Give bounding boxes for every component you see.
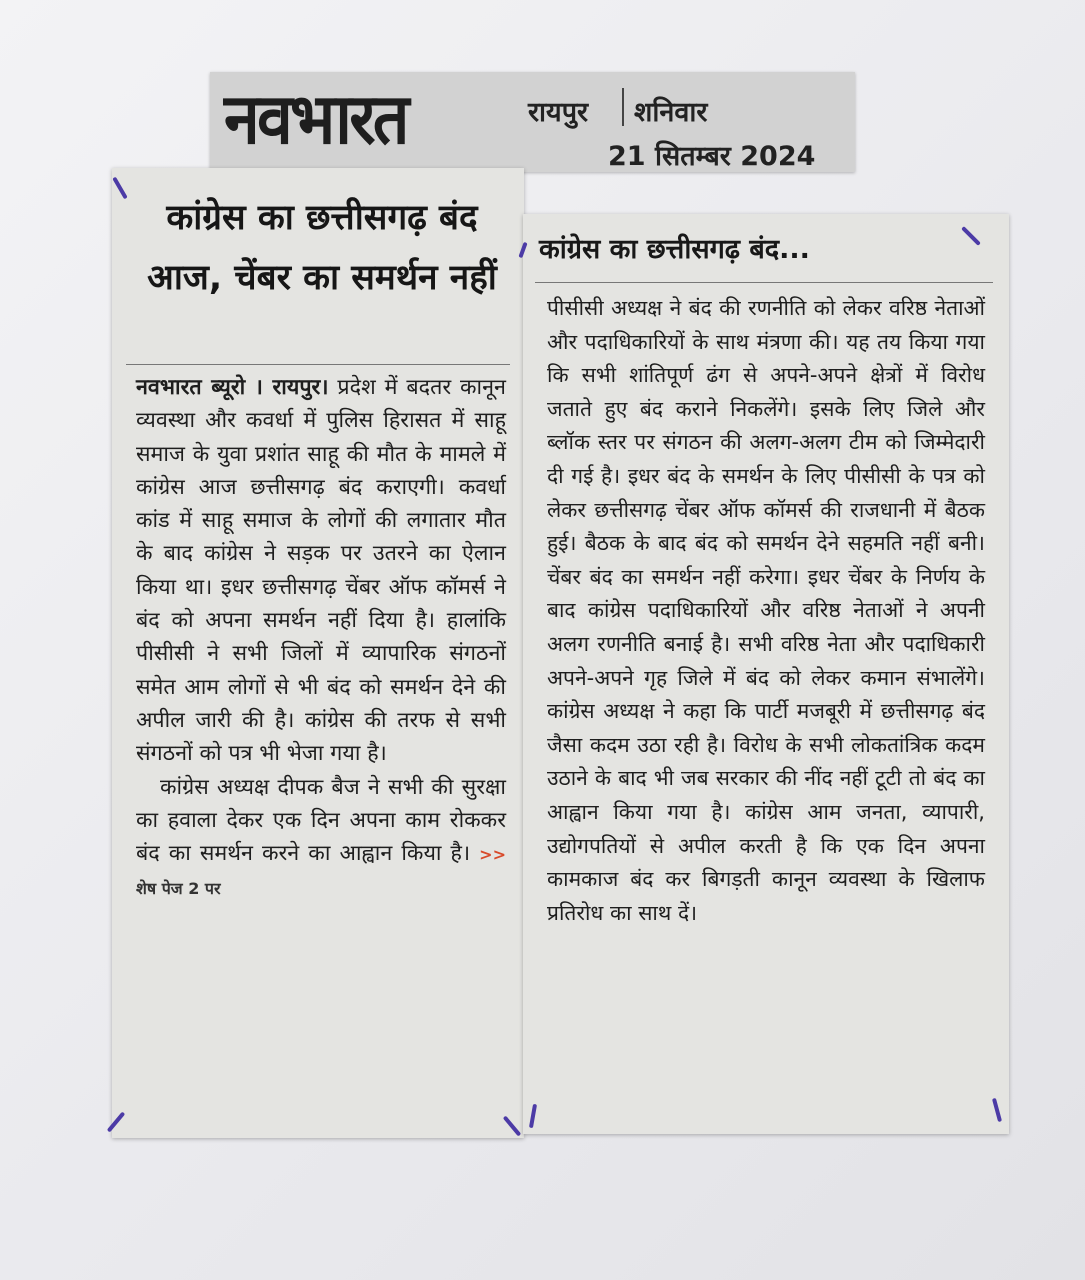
- left-article-clipping: [112, 168, 524, 1138]
- right-article-clipping: [523, 214, 1009, 1134]
- right-article-headline: कांग्रेस का छत्तीसगढ़ बंद...: [539, 234, 810, 265]
- edition-day: शनिवार: [634, 97, 708, 128]
- pen-mark-icon: [112, 177, 127, 200]
- pen-mark-icon: [503, 1116, 521, 1137]
- headline-divider: [126, 364, 510, 365]
- left-article-body: [136, 371, 506, 906]
- left-article-text: प्रदेश में बदतर कानून व्यवस्था और कवर्धा में पुलिस हिरासत में साहू समाज के युवा प्रशांत साहू की मौत के मामले में कांग्रेस आज छत्तीसगढ़ बंद कराएगी। कवर्धा कांड में साहू समाज के लोगों की लगातार मौत के बाद कांग्रेस ने सड़क पर उतरने का ऐलान किया था। इधर छत्तीसगढ़ चेंबर ऑफ कॉमर्स ने बंद को अपना समर्थन नहीं दिया है। हालांकि पीसीसी ने सभी जिलों में व्यापारिक संगठनों समेत आम लोगों से भी बंद को समर्थन देने की अपील जारी की है। कांग्रेस की तरफ से सभी संगठनों को पत्र भी भेजा गया है।: [136, 375, 506, 767]
- pen-mark-icon: [529, 1104, 537, 1128]
- article-byline: नवभारत ब्यूरो । रायपुर।: [136, 375, 329, 400]
- left-article-text: कांग्रेस अध्यक्ष दीपक बैज ने सभी की सुरक्षा का हवाला देकर एक दिन अपना काम रोककर बंद का समर्थन करने का आह्वान किया है।: [136, 774, 506, 867]
- masthead-divider: [622, 88, 624, 126]
- right-article-text: पीसीसी अध्यक्ष ने बंद की रणनीति को लेकर वरिष्ठ नेताओं और पदाधिकारियों के साथ मंत्रणा की। यह तय किया गया कि सभी शांतिपूर्ण ढंग से अपने-अपने क्षेत्रों में विरोध जताते हुए बंद कराने निकलेंगे। इसके लिए जिले और ब्लॉक स्तर पर संगठन की अलग-अलग टीम को जिम्मेदारी दी गई है। इधर बंद के समर्थन के लिए पीसीसी के पत्र को लेकर छत्तीसगढ़ चेंबर ऑफ कॉमर्स की राजधानी में बैठक हुई। बैठक के बाद बंद को समर्थन देने सहमति नहीं बनी। चेंबर बंद का समर्थन नहीं करेगा। इधर चेंबर के निर्णय के बाद कांग्रेस पदाधिकारियों और वरिष्ठ नेताओं ने अपनी अलग रणनीति बनाई है। सभी वरिष्ठ नेता और पदाधिकारी अपने-अपने गृह जिले में बंद को लेकर कमान संभालेंगे। कांग्रेस अध्यक्ष ने कहा कि पार्टी मजबूरी में छत्तीसगढ़ बंद जैसा कदम उठा रही है। विरोध के सभी लोकतांत्रिक कदम उठाने के बाद भी जब सरकार की नींद नहीं टूटी तो बंद का आह्वान किया गया है। कांग्रेस आम जनता, व्यापारी, उद्योगपतियों से अपील करती है कि एक दिन अपना कामकाज बंद कर बिगड़ती कानून व्यवस्था के खिलाफ प्रतिरोध का साथ दें।: [547, 296, 985, 925]
- right-article-body: [547, 292, 985, 930]
- edition-date: 21 सितम्बर 2024: [608, 141, 816, 172]
- continued-arrow-icon: >>: [479, 845, 506, 865]
- pen-mark-icon: [107, 1112, 125, 1133]
- left-article-headline: कांग्रेस का छत्तीसगढ़ बंद आज, चेंबर का समर्थन नहीं: [147, 198, 497, 298]
- newspaper-logo: नवभारत: [224, 78, 407, 160]
- pen-mark-icon: [992, 1098, 1002, 1122]
- continued-text: शेष पेज 2 पर: [136, 879, 221, 899]
- edition-city: रायपुर: [528, 97, 589, 128]
- masthead: [210, 72, 855, 172]
- headline-divider: [535, 282, 993, 283]
- left-article-paragraph: [136, 771, 506, 906]
- left-article-paragraph: [136, 371, 506, 771]
